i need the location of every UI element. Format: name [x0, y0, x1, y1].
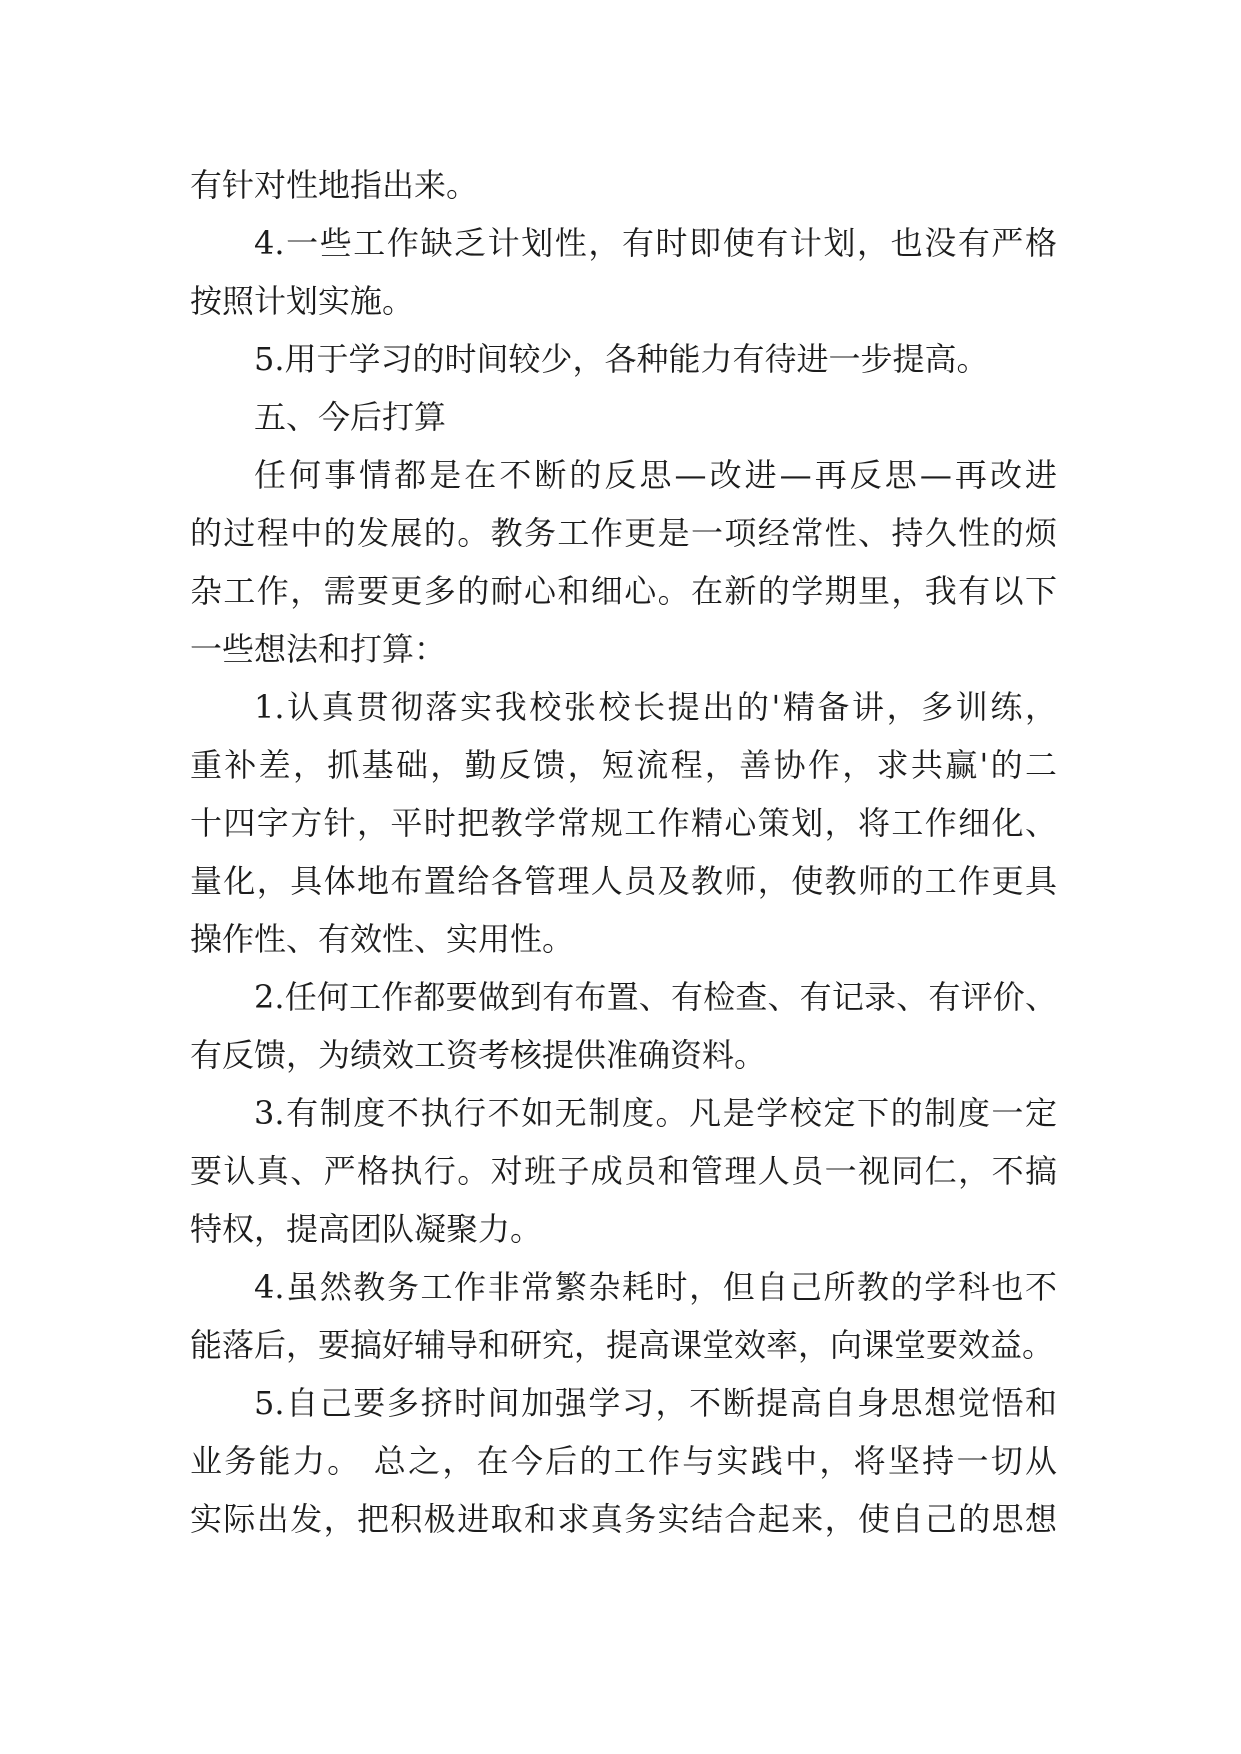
text-line: 4.虽然教务工作非常繁杂耗时，但自己所教的学科也不	[254, 1268, 1057, 1306]
list-paragraph-5b	[190, 1374, 1057, 1548]
text-line: 业务能力。 总之，在今后的工作与实践中，将坚持一切从	[190, 1442, 1057, 1480]
heading-text: 五、今后打算	[254, 398, 447, 436]
text-line: 2.任何工作都要做到有布置、有检查、有记录、有评价、	[254, 978, 1057, 1016]
text-line: 3.有制度不执行不如无制度。凡是学校定下的制度一定	[254, 1094, 1057, 1132]
body-paragraph	[190, 446, 1057, 678]
text-line: 能落后，要搞好辅导和研究，提高课堂效率，向课堂要效益。	[190, 1326, 1055, 1364]
list-paragraph-4	[190, 214, 1057, 330]
document-body	[190, 156, 1057, 1548]
text-line: 5.自己要多挤时间加强学习，不断提高自身思想觉悟和	[254, 1384, 1057, 1422]
list-paragraph-4b	[190, 1258, 1057, 1374]
text-line: 杂工作，需要更多的耐心和细心。在新的学期里，我有以下	[190, 572, 1057, 610]
text-line: 实际出发，把积极进取和求真务实结合起来，使自己的思想	[190, 1500, 1057, 1538]
text-line: 有针对性地指出来。	[190, 166, 479, 204]
text-line: 的过程中的发展的。教务工作更是一项经常性、持久性的烦	[190, 514, 1057, 552]
text-line: 有反馈，为绩效工资考核提供准确资料。	[190, 1036, 767, 1074]
text-line: 一些想法和打算：	[190, 630, 447, 668]
text-line: 要认真、严格执行。对班子成员和管理人员一视同仁，不搞	[190, 1152, 1057, 1190]
text-line: 操作性、有效性、实用性。	[190, 920, 575, 958]
list-paragraph-2	[190, 968, 1057, 1084]
section-heading	[190, 388, 1057, 446]
text-line: 4.一些工作缺乏计划性，有时即使有计划，也没有严格	[254, 224, 1057, 262]
text-line: 重补差，抓基础，勤反馈，短流程，善协作，求共赢'的二	[190, 746, 1057, 784]
list-paragraph-1	[190, 678, 1057, 968]
text-line: 量化，具体地布置给各管理人员及教师，使教师的工作更具	[190, 862, 1057, 900]
paragraph-continued	[190, 156, 1057, 214]
text-line: 1.认真贯彻落实我校张校长提出的'精备讲，多训练，	[254, 688, 1057, 726]
text-line: 特权，提高团队凝聚力。	[190, 1210, 543, 1248]
text-line: 5.用于学习的时间较少，各种能力有待进一步提高。	[254, 340, 989, 378]
text-line: 十四字方针，平时把教学常规工作精心策划，将工作细化、	[190, 804, 1057, 842]
text-line: 任何事情都是在不断的反思—改进—再反思—再改进	[254, 456, 1057, 494]
list-paragraph-5	[190, 330, 1057, 388]
list-paragraph-3	[190, 1084, 1057, 1258]
text-line: 按照计划实施。	[190, 282, 415, 320]
